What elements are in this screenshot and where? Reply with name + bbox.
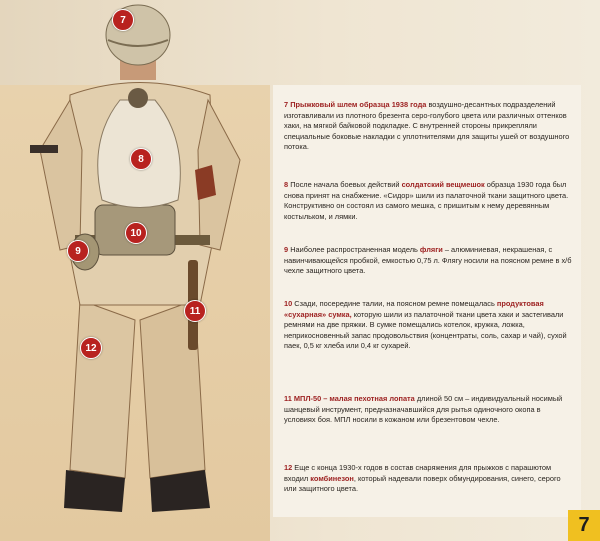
marker-11: 11 [184,300,206,322]
section-7 [284,100,574,153]
page-number: 7 [568,510,600,541]
left-arm [40,100,82,250]
section-heading: фляги [419,245,443,254]
marker-12: 12 [80,337,102,359]
section-heading: солдатский вещмешок [401,180,485,189]
marker-8: 8 [130,148,152,170]
section-heading: Прыжковый шлем образца 1938 года [290,100,427,109]
marker-9: 9 [67,240,89,262]
section-intro: Наиболее распространенная модель [290,245,420,254]
section-number: 9 [284,245,289,254]
section-body: длиной 50 см – индивидуальный носимый шанцевый инструмент, предназначавшийся для рытья одиночного окопа в условиях боя. МПЛ носили в кожаном или брезентовом чехле. [284,394,563,425]
section-body: образца 1930 года был снова принят на снабжение. «Сидор» шили из палаточной ткани защитного цвета. Конструктивно он состоял из самого мешка, с пришитым к нему деревянным костыльком, и лямки. [284,180,569,221]
section-number: 7 [284,100,289,109]
section-11 [284,394,574,426]
marker-7: 7 [112,9,134,31]
section-body: , который надевали поверх обмундирования, синего, серого или защитного цвета. [284,473,561,494]
section-heading: МПЛ-50 – малая пехотная лопата [293,394,415,403]
duffel-bag-knot [128,88,148,108]
rifle-barrel [30,145,58,153]
left-leg [70,300,135,478]
section-number: 10 [284,299,293,308]
section-12 [284,463,574,495]
section-heading: продуктовая «сухарная» сумка, [284,299,544,319]
section-intro: Сзади, посередине талии, на поясном ремне помещалась [294,299,497,308]
paratrooper-illustration [0,0,270,541]
section-intro: Еще с конца 1930-х годов в состав снаряжения для прыжков с парашютом входил [284,463,552,483]
section-8 [284,180,574,222]
section-body: которую шили из палаточной ткани цвета хаки и застегивали ремнями на две пряжки. В сумке помещались котелок, кружка, ложка, неприкосновенный запас продовольствия (концентраты, соль, сахар и чай), сухой паек, 0,5 кг хлеба или 0,4 кг сухарей. [284,309,567,351]
section-heading: комбинезон [310,473,354,483]
section-body: – алюминиевая, некрашеная, с навинчивающейся пробкой, емкостью 0,75 л. Флягу носили на поясном ремне в х/б чехле защитного цвета. [284,245,572,276]
section-10 [284,299,574,352]
section-9 [284,245,574,277]
section-number: 12 [284,463,293,472]
section-body: воздушно-десантных подразделений изготавливали из плотного брезента серо-голубого цвета или различных оттенков хаки, на мягкой байковой подкладке. С внутренней стороны прикрепляли специальные боковые накладки с уплотнителями для защиты ушей от воздушного потока. [284,100,570,152]
section-number: 11 [284,394,292,403]
section-intro: После начала боевых действий [290,180,402,189]
section-number: 8 [284,180,289,189]
marker-10: 10 [125,222,147,244]
